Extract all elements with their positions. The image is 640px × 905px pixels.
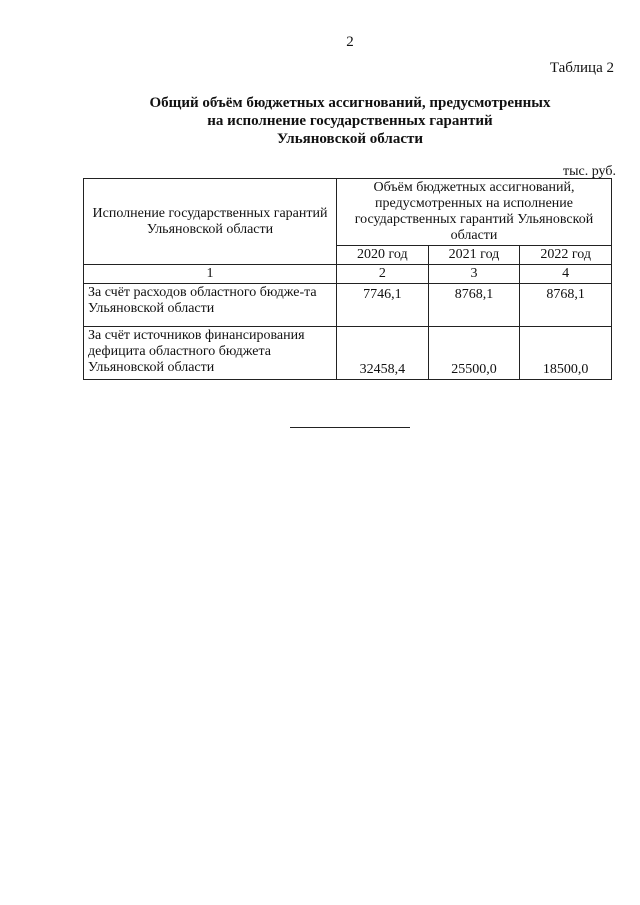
year-header-2021: 2021 год xyxy=(428,246,520,265)
row-label-regional-budget: За счёт расходов областного бюдже-та Ульяновской области xyxy=(84,284,337,327)
year-header-2022: 2022 год xyxy=(520,246,612,265)
header-row xyxy=(84,179,612,246)
column-group-header-appropriations: Объём бюджетных ассигнований, предусмотренных на исполнение государственных гарантий Ульяновской области xyxy=(337,179,612,246)
units-label: тыс. руб. xyxy=(563,164,616,179)
column-number-2: 2 xyxy=(337,265,429,284)
cell-value-2022: 8768,1 xyxy=(520,284,612,327)
column-number-4: 4 xyxy=(520,265,612,284)
title-line-3: Ульяновской области xyxy=(276,131,424,147)
page-number: 2 xyxy=(346,34,354,50)
closing-divider xyxy=(290,427,410,428)
column-number-row xyxy=(84,265,612,284)
year-header-2020: 2020 год xyxy=(337,246,429,265)
cell-value-2022: 18500,0 xyxy=(520,327,612,380)
budget-table xyxy=(83,178,612,380)
table-label: Таблица 2 xyxy=(549,60,614,76)
cell-value-2020: 7746,1 xyxy=(337,284,429,327)
column-number-3: 3 xyxy=(428,265,520,284)
title-line-1: Общий объём бюджетных ассигнований, предусмотренных xyxy=(149,95,551,111)
table-row xyxy=(84,327,612,380)
column-number-1: 1 xyxy=(84,265,337,284)
title-line-2: на исполнение государственных гарантий xyxy=(207,113,493,129)
row-label-deficit-financing: За счёт источников финансирования дефицита областного бюджета Ульяновской области xyxy=(84,327,337,380)
column-header-guarantees: Исполнение государственных гарантий Ульяновской области xyxy=(84,179,337,265)
table-row xyxy=(84,284,612,327)
document-title xyxy=(120,94,580,148)
cell-value-2021: 8768,1 xyxy=(428,284,520,327)
cell-value-2020: 32458,4 xyxy=(337,327,429,380)
cell-value-2021: 25500,0 xyxy=(428,327,520,380)
